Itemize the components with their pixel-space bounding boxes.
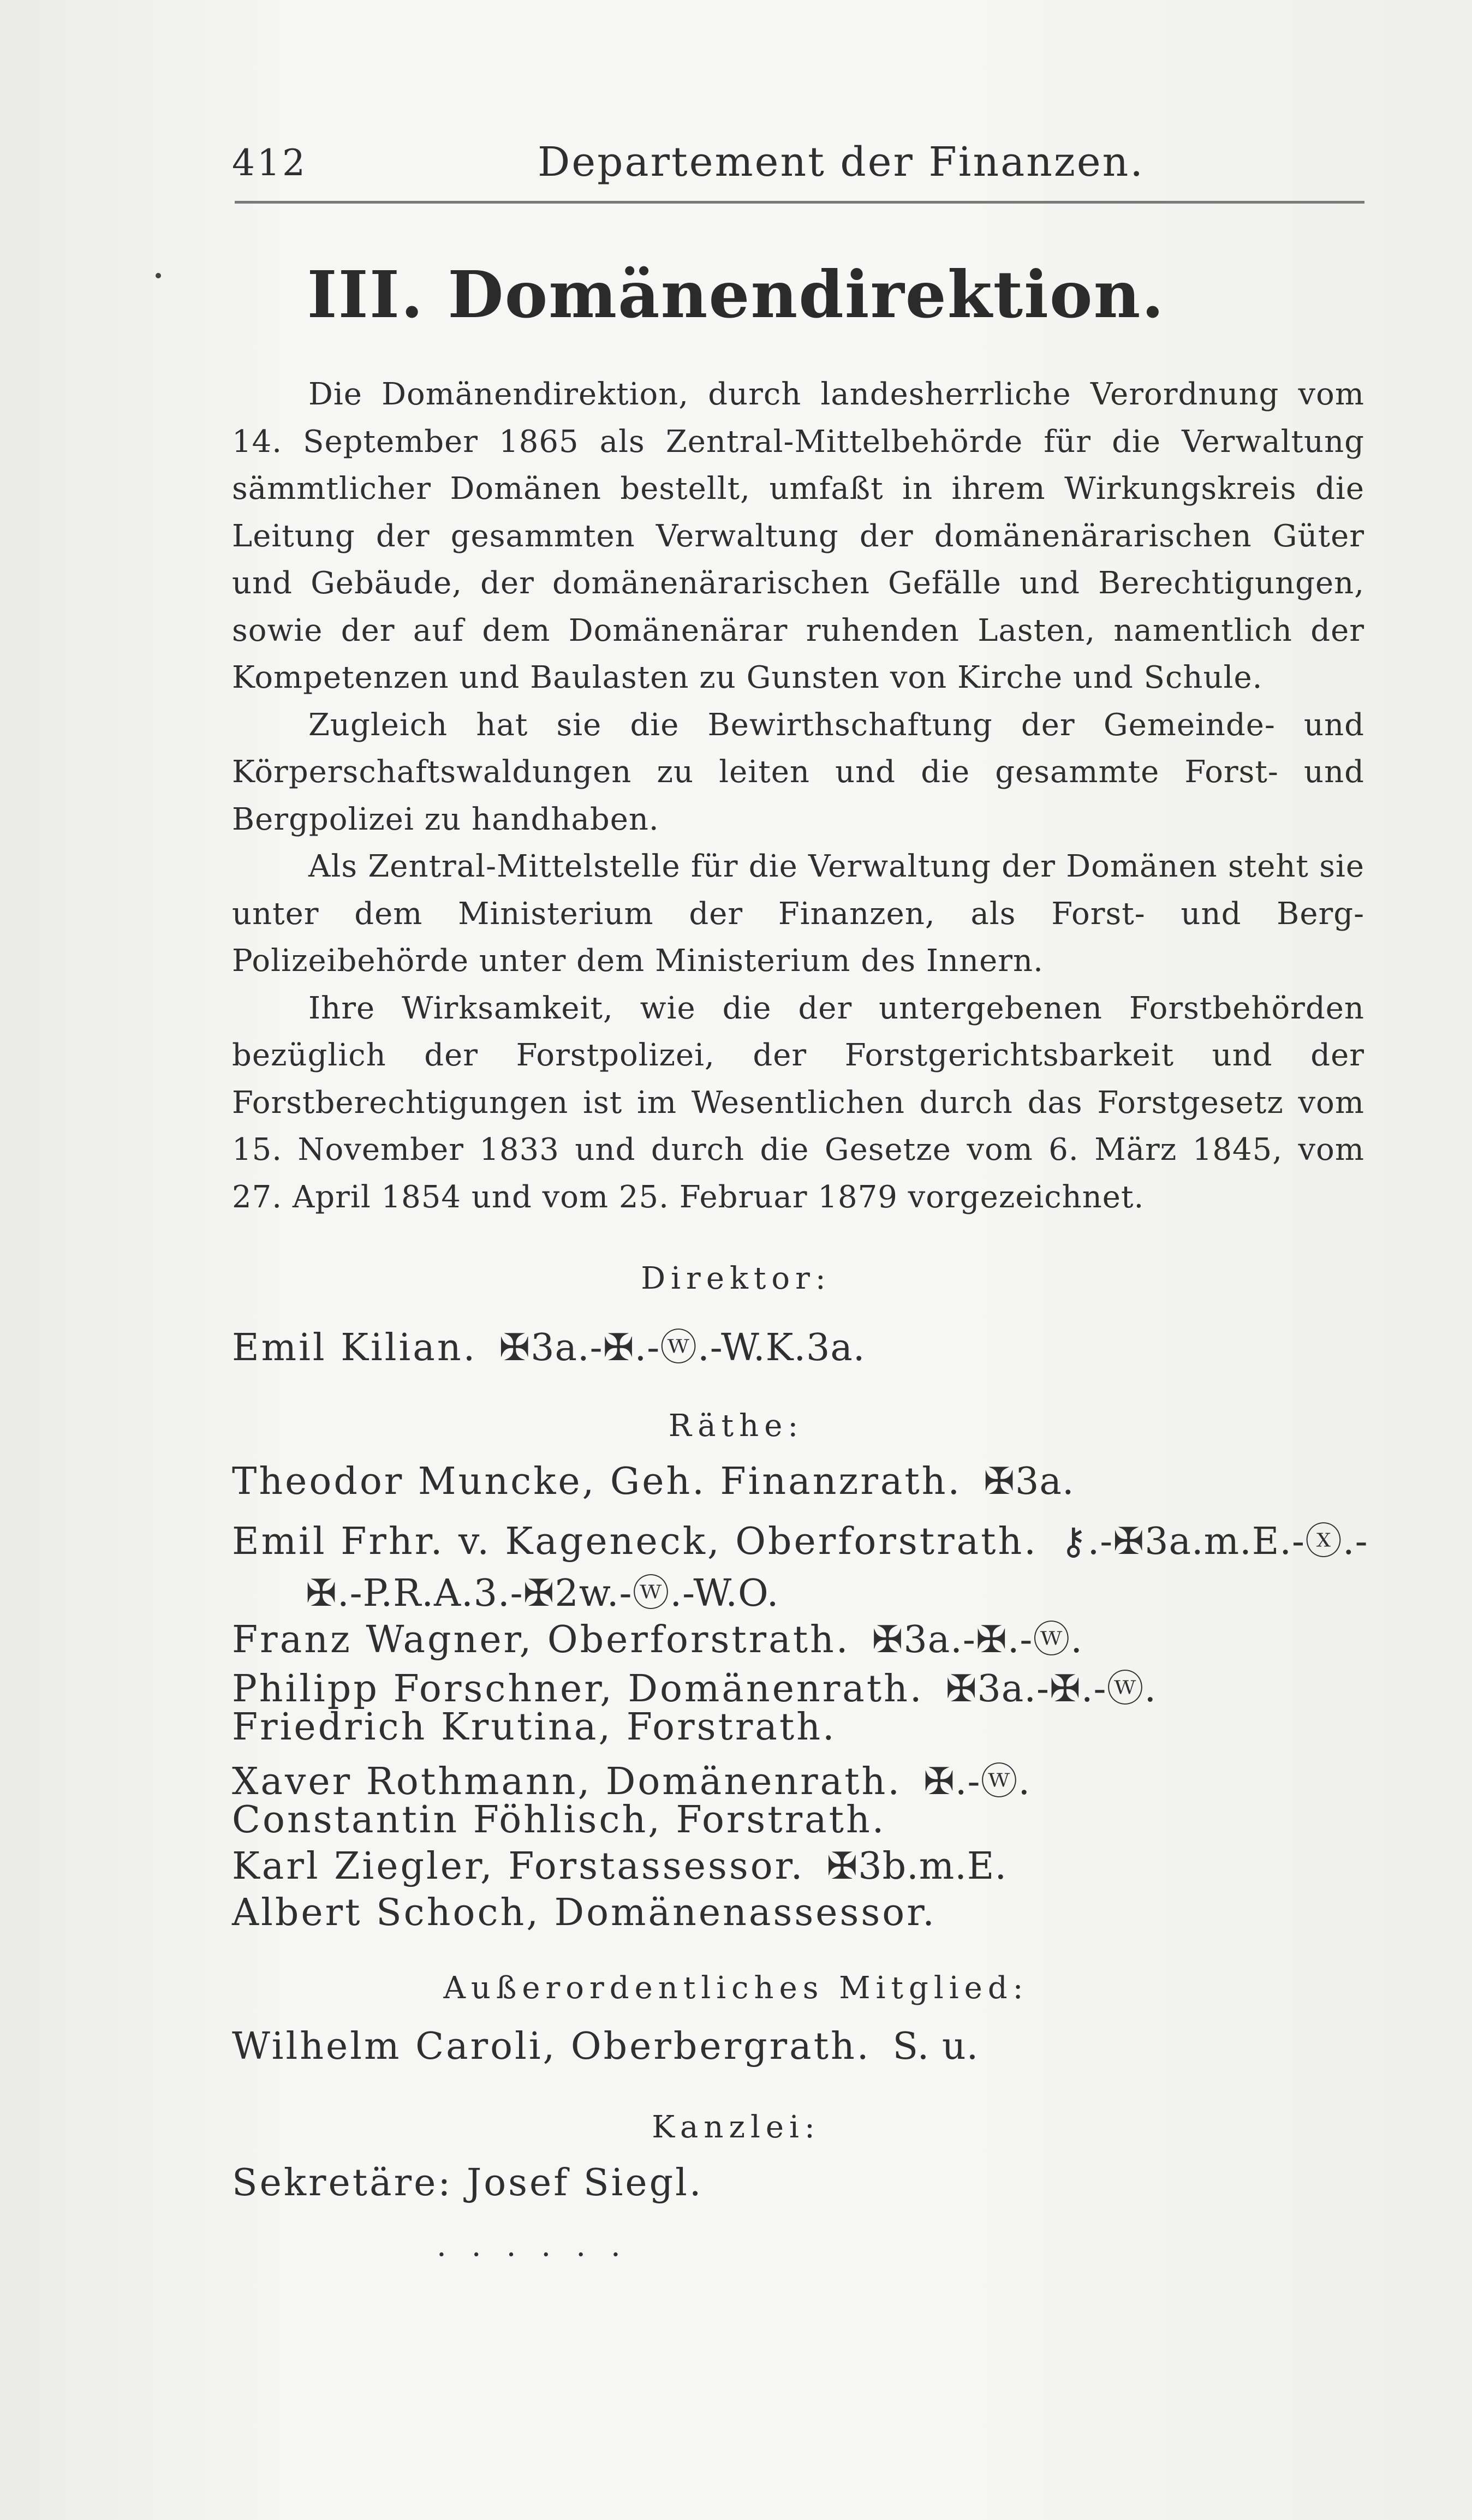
paragraph: Die Domänendirektion, durch landesherrliche Verordnung vom 14. September 1865 als Zentral-Mittelbehörde für die Verwaltung sämmtlicher Domänen bestellt, umfaßt in ihrem Wirkungskreis die Leitung der gesammten Verwaltung der domänenärarischen Güter und Gebäude, der domänenärarischen Gefälle und Berechtigungen, sowie der auf dem Domänenärar ruhenden Lasten, namentlich der Kompetenzen und Baulasten zu Gunsten von Kirche und Schule.: [232, 377, 1364, 695]
decoration-icons: ⚷.-✠3a.m.E.-ⓧ.-: [1059, 1520, 1368, 1563]
ellipsis-dots: ......: [437, 2228, 646, 2263]
decoration-icons: ✠3a.-✠.-ⓦ.: [872, 1618, 1083, 1661]
person-name: Friedrich Krutina, Forstrath.: [232, 1706, 837, 1749]
list-item: [232, 1512, 1368, 1565]
person-name: Philipp Forschner, Domänenrath.: [232, 1667, 924, 1711]
person-name: Albert Schoch, Domänenassessor.: [232, 1891, 937, 1934]
chancery-heading: Kanzlei:: [652, 2110, 820, 2145]
list-item: [232, 1610, 1083, 1663]
decoration-icons: ✠.-ⓦ.: [923, 1760, 1031, 1803]
person-name: Constantin Föhlisch, Forstrath.: [232, 1798, 886, 1842]
list-item: [232, 1659, 1157, 1712]
person-name: Karl Ziegler, Forstassessor.: [232, 1845, 805, 1888]
paragraph: Als Zentral-Mittelstelle für die Verwaltung der Domänen steht sie unter dem Ministerium der Finanzen, als Forst- und Berg-Polizeibehörde unter dem Ministerium des Innern.: [232, 849, 1364, 979]
body-text: [232, 371, 1364, 1221]
extraordinary-member-entry: [232, 2025, 979, 2068]
paragraph: Ihre Wirksamkeit, wie die der untergebenen Forstbehörden bezüglich der Forstpolizei, der Forstgerichtsbarkeit und der Forstberechtigungen ist im Wesentlichen durch das Forstgesetz vom 15. November 1833 und durch die Gesetze vom 6. März 1845, vom 27. April 1854 und vom 25. Februar 1879 vorgezeichnet.: [232, 990, 1364, 1215]
decoration-icons: ✠.-P.R.A.3.-✠2w.-ⓦ.-W.O.: [306, 1572, 779, 1615]
list-item: [232, 1460, 1075, 1503]
decoration-icons: ✠3b.m.E.: [826, 1845, 1008, 1888]
person-name: Xaver Rothmann, Domänenrath.: [232, 1760, 902, 1803]
decoration-icons: ✠3a.-✠.-ⓦ.: [945, 1667, 1157, 1711]
extraordinary-member-heading: Außerordentliches Mitglied:: [443, 1970, 1029, 2006]
list-item-continuation: [306, 1564, 779, 1617]
person-name: Josef Siegl.: [466, 2161, 704, 2205]
section-title: III. Domänendirektion.: [307, 257, 1165, 332]
header-rule: [235, 201, 1364, 204]
role-label: Sekretäre:: [232, 2161, 453, 2205]
page-number: 412: [232, 142, 307, 184]
running-title: Departement der Finanzen.: [538, 139, 1145, 186]
list-item: [232, 1752, 1030, 1805]
director-heading: Direktor:: [641, 1261, 831, 1296]
person-name: Emil Frhr. v. Kageneck, Oberforstrath.: [232, 1520, 1038, 1563]
decoration-icons: ✠3a.-✠.-ⓦ.-W.K.3a.: [499, 1326, 866, 1369]
list-item: [232, 1706, 837, 1749]
councillors-heading: Räthe:: [668, 1408, 804, 1444]
list-item: [232, 1845, 1007, 1888]
decoration-icons: ✠3a.: [984, 1460, 1075, 1503]
person-name: Theodor Muncke, Geh. Finanzrath.: [232, 1460, 962, 1503]
director-entry: [232, 1318, 866, 1371]
list-item: [232, 1798, 886, 1842]
decoration-icons: S. u.: [892, 2025, 979, 2068]
running-header: [232, 131, 1364, 196]
director-name: Emil Kilian.: [232, 1326, 478, 1369]
chancery-entry: [232, 2161, 704, 2205]
person-name: Franz Wagner, Oberforstrath.: [232, 1618, 850, 1661]
paragraph: Zugleich hat sie die Bewirthschaftung der Gemeinde- und Körperschaftswaldungen zu leiten und die gesammte Forst- und Bergpolizei zu handhaben.: [232, 707, 1364, 837]
list-item: [232, 1891, 937, 1934]
person-name: Wilhelm Caroli, Oberbergrath.: [232, 2025, 871, 2068]
